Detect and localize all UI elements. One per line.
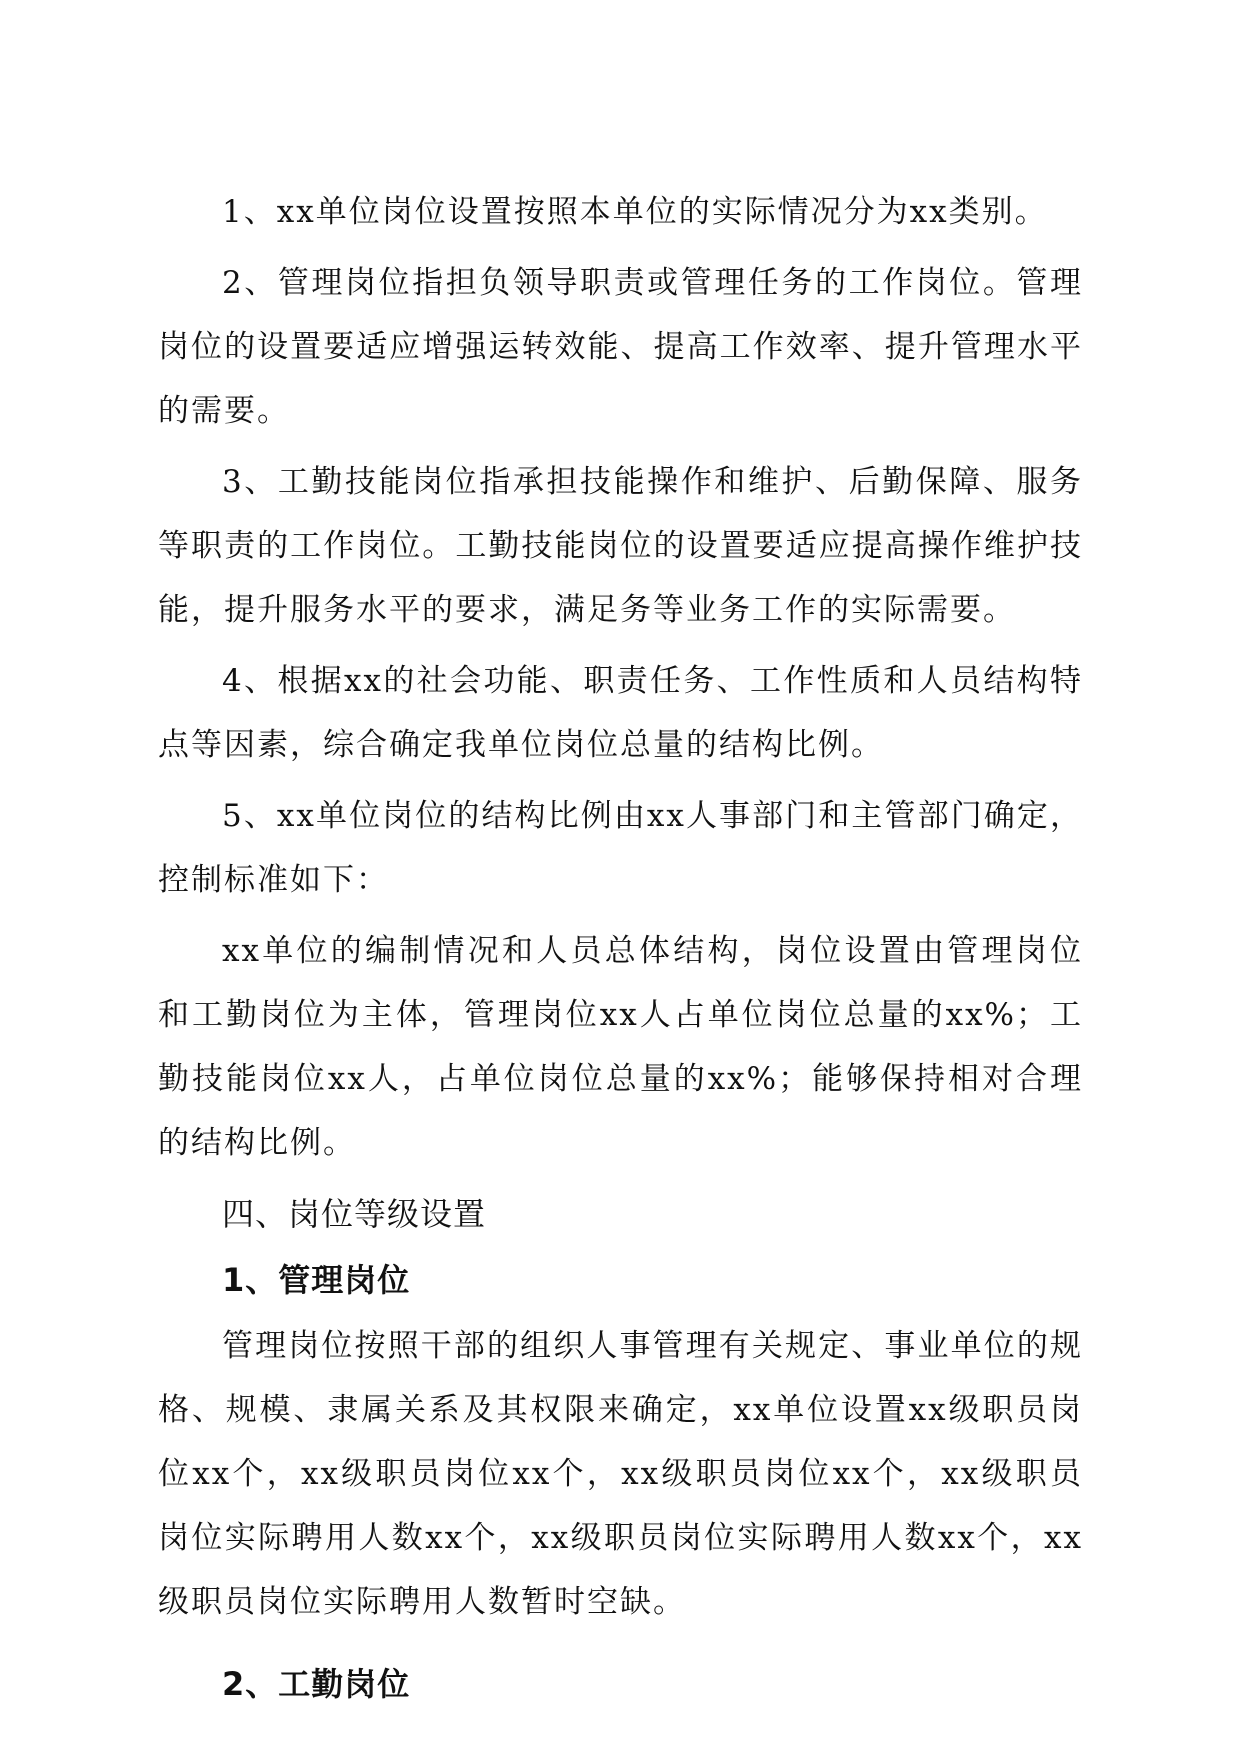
subsection-1-title: 1、管理岗位	[222, 1261, 411, 1299]
subsection-1-body: 管理岗位按照干部的组织人事管理有关规定、事业单位的规格、规模、隶属关系及其权限来确定，xx单位设置xx级职员岗位xx个，xx级职员岗位xx个，xx级职员岗位xx个，xx级职员岗位实际聘用人数xx个，xx级职员岗位实际聘用人数xx个，xx级职员岗位实际聘用人数暂时空缺。	[158, 1328, 1083, 1620]
paragraph-structure: xx单位的编制情况和人员总体结构，岗位设置由管理岗位和工勤岗位为主体，管理岗位xx人占单位岗位总量的xx%；工勤技能岗位xx人，占单位岗位总量的xx%；能够保持相对合理的结构比例。	[158, 933, 1083, 1161]
section-heading: 四、岗位等级设置	[222, 1195, 487, 1233]
paragraph-2: 2、管理岗位指担负领导职责或管理任务的工作岗位。管理岗位的设置要适应增强运转效能、提高工作效率、提升管理水平的需要。	[158, 265, 1083, 429]
paragraph-5: 5、xx单位岗位的结构比例由xx人事部门和主管部门确定，控制标准如下：	[158, 798, 1083, 898]
paragraph-3: 3、工勤技能岗位指承担技能操作和维护、后勤保障、服务等职责的工作岗位。工勤技能岗位的设置要适应提高操作维护技能，提升服务水平的要求，满足务等业务工作的实际需要。	[158, 464, 1083, 628]
paragraph-4: 4、根据xx的社会功能、职责任务、工作性质和人员结构特点等因素，综合确定我单位岗位总量的结构比例。	[158, 663, 1083, 763]
paragraph-1: 1、xx单位岗位设置按照本单位的实际情况分为xx类别。	[222, 194, 1048, 230]
subsection-2-title: 2、工勤岗位	[222, 1665, 411, 1703]
document-body	[158, 180, 1083, 1718]
